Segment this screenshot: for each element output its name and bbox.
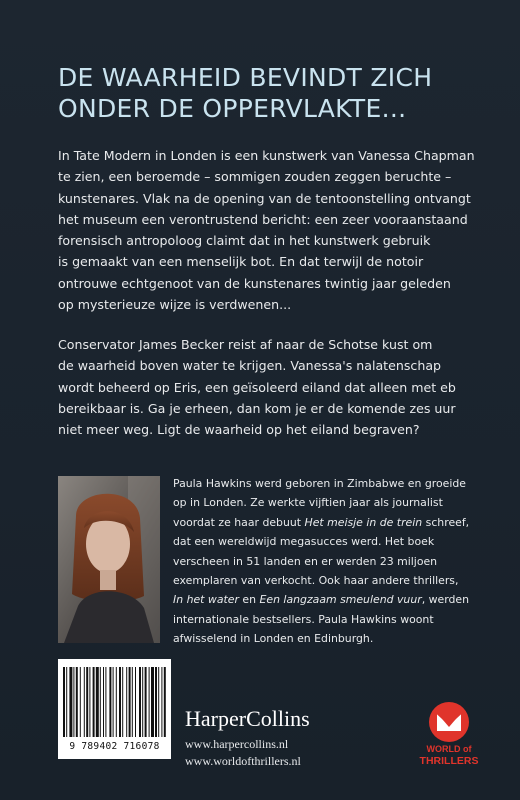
barcode-bar [69,667,72,737]
barcode-bar [155,667,157,737]
text-line: exemplaren van verkocht. Ook haar andere thrillers, [173,574,459,588]
text-line: afwisselend in Londen en Edinburgh. [173,632,374,646]
text-line: op mysterieuze wijze is verdwenen... [58,297,292,313]
book-title: Het meisje in de trein [304,515,423,529]
text-line: kunstenares. Vlak na de opening van de tentoonstelling ontvangt [58,190,471,206]
author-portrait-icon [58,476,160,643]
text-line: forensisch antropoloog claimt dat in het kunstwerk gebruik [58,233,431,249]
barcode-bar [89,667,90,737]
text-line: dat een wereldwijd megasucces werd. Het boek [173,535,435,549]
barcode-bar [105,667,106,737]
book-title: Een langzaam smeulend vuur [259,593,422,607]
text-line: te zien, een beroemde – sommigen zouden zeggen beruchte – [58,169,452,185]
barcode-bar [66,667,67,737]
text-line: wordt beheerd op Eris, een geïsoleerd eiland dat alleen met eb [58,379,456,395]
barcode-bar [116,667,117,737]
barcode-bar [73,667,74,737]
world-of-thrillers-icon [418,698,480,768]
barcode-icon [62,667,167,741]
barcode-bar [113,667,114,737]
barcode-bar [109,667,111,737]
barcode-bar [151,667,154,737]
barcode-bar [119,667,121,737]
barcode-bar [84,667,85,737]
barcode-bar [129,667,131,737]
barcode-bar [122,667,123,737]
barcode-bar [145,667,147,737]
barcode-bar [142,667,143,737]
headline-line: ONDER DE OPPERVLAKTE... [58,94,407,123]
text-line: internationale bestsellers. Paula Hawkins woont [173,612,434,626]
barcode-bar [100,667,101,737]
author-bio [173,474,483,649]
barcode-bar [86,667,88,737]
barcode-bar [126,667,127,737]
author-photo [58,476,160,643]
world-of-thrillers-logo [418,698,480,768]
text-line: Conservator James Becker reist af naar de Schotse kust om [58,337,433,352]
barcode-bar [149,667,150,737]
isbn-barcode [58,659,171,759]
text-line: In Tate Modern in Londen is een kunstwerk van Vanessa Chapman [58,148,475,163]
barcode-bar [80,667,81,737]
headline-line: DE WAARHEID BEVINDT ZICH [58,63,433,92]
text-fragment: schreef, [422,515,470,529]
barcode-bar [135,667,136,737]
thrillers-url[interactable]: www.worldofthrillers.nl [185,754,301,768]
text-fragment: en [238,593,260,607]
text-line: ontrouwe echtgenoot van de kunstenares twintig jaar geleden [58,275,451,291]
text-fragment: voordat ze haar debuut [173,515,305,529]
headline [58,62,478,124]
barcode-bar [93,667,95,737]
text-fragment: , werden [421,593,470,607]
book-title: In het water [173,593,239,607]
text-line [173,513,483,532]
text-line: niet meer weg. Ligt de waarheid op het eiland begraven? [58,422,420,438]
synopsis-paragraph-1 [58,145,478,315]
barcode-bar [132,667,133,737]
text-line: de waarheid boven water te krijgen. Vanessa's nalatenschap [58,358,442,374]
barcode-bar [161,667,162,737]
text-line: op in Londen. Ze werkte vijftien jaar als journalist [173,496,443,510]
barcode-bar [76,667,78,737]
barcode-bar [158,667,159,737]
publisher-url[interactable]: www.harpercollins.nl [185,737,289,751]
text-line: verscheen in 51 landen en er werden 23 miljoen [173,554,438,568]
barcode-bar [96,667,99,737]
text-line [173,590,483,609]
barcode-bar [63,667,65,737]
publisher-name: HarperCollins [185,706,310,731]
text-line: bereikbaar is. Ga je erheen, dan kom je er de komende zes uur [58,400,456,416]
logo-text-line2: THRILLERS [419,755,479,767]
text-line: het museum een verontrustend bericht: een zeer vooraanstaand [58,211,468,227]
text-line: Paula Hawkins werd geboren in Zimbabwe en groeide [173,477,466,490]
barcode-bar [103,667,104,737]
logo-text-line1: WORLD of [426,744,472,754]
barcode-bar [139,667,141,737]
isbn-number: 9 789402 716078 [69,741,160,752]
text-line: is gemaakt van een menselijk bot. En dat terwijl de notoir [58,254,424,270]
synopsis-paragraph-2 [58,334,478,440]
barcode-bar [164,667,166,737]
